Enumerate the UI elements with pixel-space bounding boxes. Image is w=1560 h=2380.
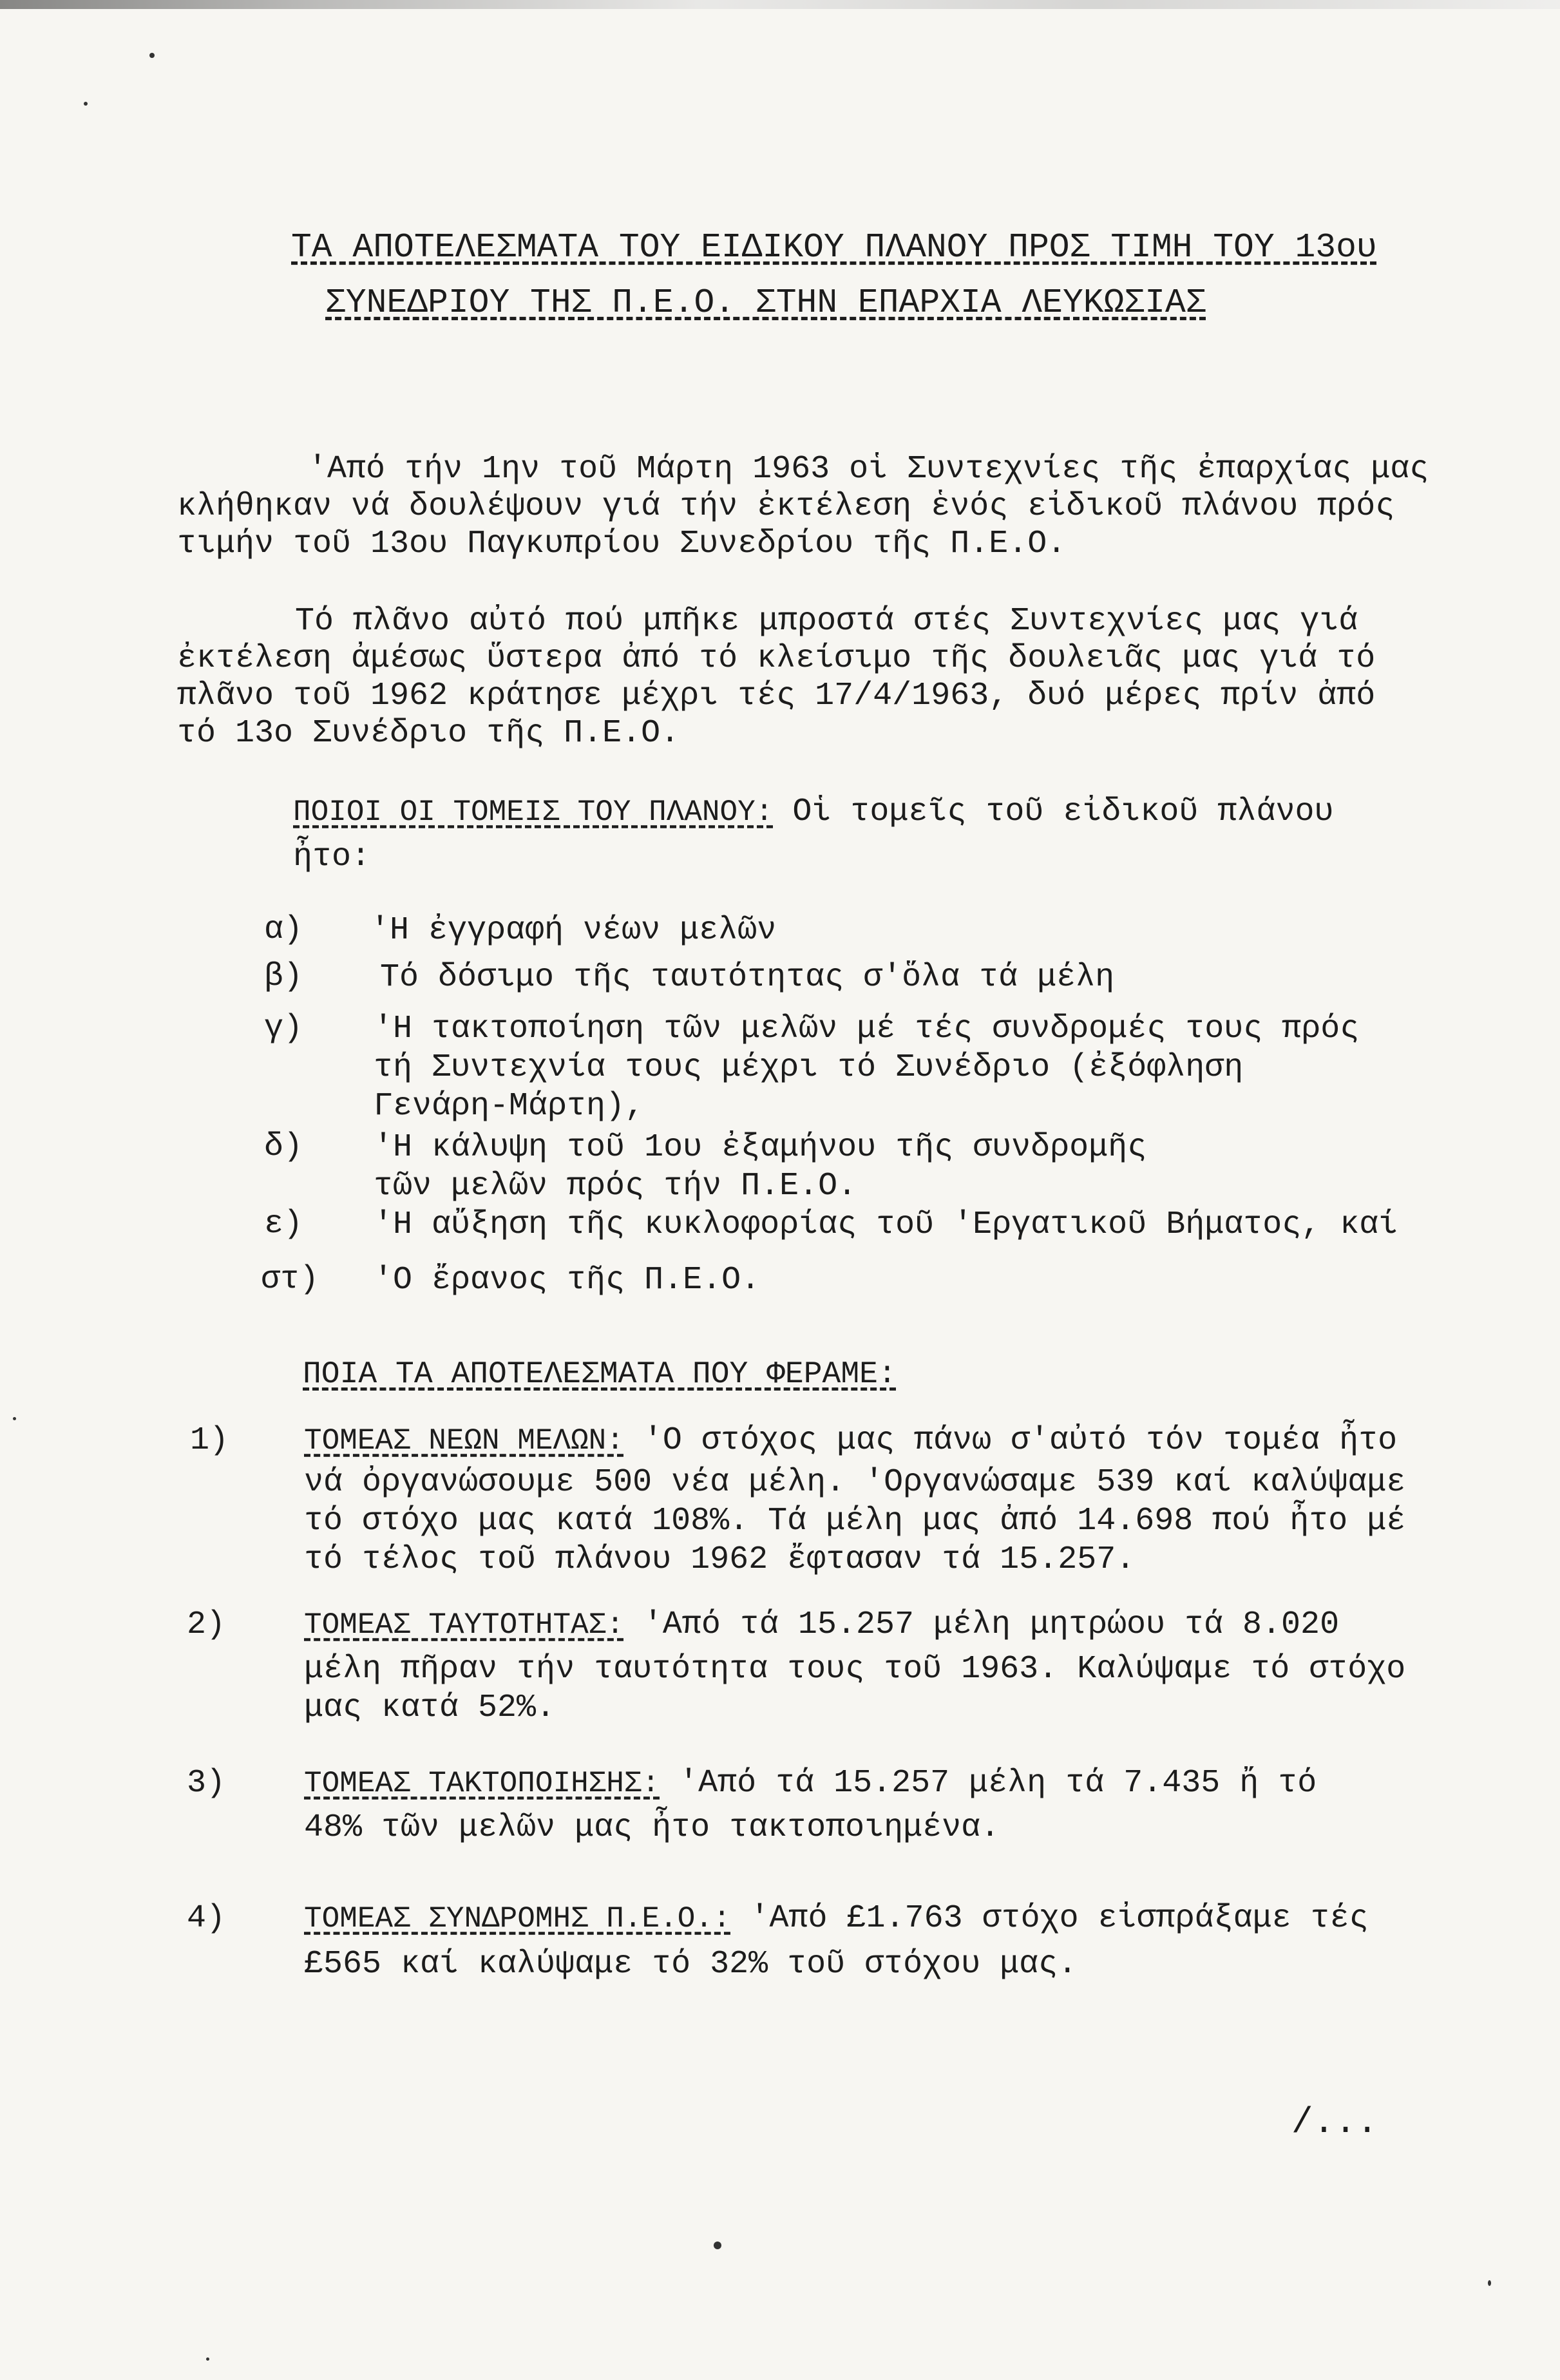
sectors-heading: ΠΟΙΟΙ ΟΙ ΤΟΜΕΙΣ ΤΟΥ ΠΛΑΝΟΥ: xyxy=(293,795,774,829)
scan-speck xyxy=(714,2242,721,2249)
scan-speck xyxy=(13,1417,16,1420)
sectors-line-2: ἦτο: xyxy=(293,839,371,875)
page-continue-mark: /... xyxy=(1291,2102,1378,2143)
scan-speck xyxy=(1488,2280,1491,2286)
result-marker: 4) xyxy=(187,1900,226,1937)
sectors-heading-line xyxy=(293,794,1333,831)
result-heading: ΤΟΜΕΑΣ ΤΑΥΤΟΤΗΤΑΣ: xyxy=(304,1608,624,1642)
plan-line-1: Τό πλᾶνο αὐτό πού μπῆκε μπροστά στές Συντεχνίες μας γιά xyxy=(295,603,1358,640)
sector-item: 'Η ἐγγραφή νέων μελῶν xyxy=(370,912,777,949)
result-heading: ΤΟΜΕΑΣ ΝΕΩΝ ΜΕΛΩΝ: xyxy=(304,1424,624,1458)
result-marker: 2) xyxy=(187,1606,226,1643)
intro-line-2: κλήθηκαν νά δουλέψουν γιά τήν ἐκτέλεση ἑνός εἰδικοῦ πλάνου πρός xyxy=(177,488,1395,525)
scan-speck xyxy=(149,53,155,58)
result-first-line xyxy=(304,1422,1397,1460)
result-marker: 1) xyxy=(190,1422,229,1459)
document-title-line-1: ΤΑ ΑΠΟΤΕΛΕΣΜΑΤΑ ΤΟΥ ΕΙΔΙΚΟΥ ΠΛΑΝΟΥ ΠΡΟΣ ΤΙΜΗ ΤΟΥ 13ου xyxy=(291,228,1377,267)
intro-line-3: τιμήν τοῦ 13ου Παγκυπρίου Συνεδρίου τῆς Π.Ε.Ο. xyxy=(177,526,1067,562)
sector-marker: γ) xyxy=(264,1010,303,1047)
sector-item: 'Η κάλυψη τοῦ 1ου ἐξαμήνου τῆς συνδρομῆς τῶν μελῶν πρός τήν Π.Ε.Ο. xyxy=(374,1129,1147,1204)
scan-speck xyxy=(84,102,88,106)
plan-line-4: τό 13ο Συνέδριο τῆς Π.Ε.Ο. xyxy=(177,715,680,752)
intro-line-1: 'Από τήν 1ην τοῦ Μάρτη 1963 οἱ Συντεχνίες τῆς ἐπαρχίας μας xyxy=(308,451,1429,488)
sector-item: 'Η τακτοποίηση τῶν μελῶν μέ τές συνδρομές τους πρός τή Συντεχνία τους μέχρι τό Συνέδριο (ἐξόφληση Γενάρη-Μάρτη), xyxy=(374,1011,1360,1125)
result-first-line xyxy=(304,1765,1317,1802)
result-heading: ΤΟΜΕΑΣ ΤΑΚΤΟΠΟΙΗΣΗΣ: xyxy=(304,1767,660,1800)
plan-line-3: πλᾶνο τοῦ 1962 κράτησε μέχρι τές 17/4/1963, δυό μέρες πρίν ἀπό xyxy=(177,678,1376,714)
scan-edge xyxy=(0,0,1560,9)
result-first-text: 'Από £1.763 στόχο εἰσπράξαμε τές xyxy=(730,1900,1369,1937)
sectors-heading-rest: Οἱ τομεῖς τοῦ εἰδικοῦ πλάνου xyxy=(773,794,1334,830)
result-marker: 3) xyxy=(187,1765,226,1802)
sector-marker: β) xyxy=(264,958,303,995)
sector-item: 'Η αὔξηση τῆς κυκλοφορίας τοῦ 'Εργατικοῦ Βήματος, καί xyxy=(374,1206,1398,1243)
sector-marker: δ) xyxy=(264,1128,303,1165)
sector-marker: στ) xyxy=(261,1261,319,1298)
sector-marker: ε) xyxy=(264,1206,303,1242)
result-first-text: 'Από τά 15.257 μέλη τά 7.435 ἤ τό xyxy=(660,1765,1317,1802)
sector-item: 'Ο ἔρανος τῆς Π.Ε.Ο. xyxy=(374,1262,761,1299)
result-body: νά ὀργανώσουμε 500 νέα μέλη. 'Οργανώσαμε 539 καί καλύψαμε τό στόχο μας κατά 108%. Τά μέλη μας ἀπό 14.698 πού ἦτο μέ τό τέλος τοῦ πλάνου 1962 ἔφτασαν τά 15.257. xyxy=(304,1464,1406,1578)
scan-speck xyxy=(206,2357,209,2361)
results-heading: ΠΟΙΑ ΤΑ ΑΠΟΤΕΛΕΣΜΑΤΑ ΠΟΥ ΦΕΡΑΜΕ: xyxy=(303,1357,897,1392)
document-title-line-2: ΣΥΝΕΔΡΙΟΥ ΤΗΣ Π.Ε.Ο. ΣΤΗΝ ΕΠΑΡΧΙΑ ΛΕΥΚΩΣΙΑΣ xyxy=(325,283,1206,322)
result-first-text: 'Από τά 15.257 μέλη μητρώου τά 8.020 xyxy=(623,1606,1340,1643)
plan-line-2: ἐκτέλεση ἀμέσως ὕστερα ἀπό τό κλείσιμο τῆς δουλειᾶς μας γιά τό xyxy=(177,640,1376,677)
sector-item: Τό δόσιμο τῆς ταυτότητας σ'ὅλα τά μέλη xyxy=(380,959,1115,996)
result-body: μέλη πῆραν τήν ταυτότητα τους τοῦ 1963. Καλύψαμε τό στόχο μας κατά 52%. xyxy=(304,1651,1406,1726)
result-body: £565 καί καλύψαμε τό 32% τοῦ στόχου μας. xyxy=(304,1946,1078,1983)
result-first-text: 'Ο στόχος μας πάνω σ'αὐτό τόν τομέα ἦτο xyxy=(623,1422,1398,1459)
result-body: 48% τῶν μελῶν μας ἦτο τακτοποιημένα. xyxy=(304,1809,1000,1846)
result-first-line xyxy=(304,1606,1339,1644)
result-first-line xyxy=(304,1900,1369,1937)
sector-marker: α) xyxy=(264,911,303,948)
result-heading: ΤΟΜΕΑΣ ΣΥΝΔΡΟΜΗΣ Π.Ε.Ο.: xyxy=(304,1902,731,1936)
